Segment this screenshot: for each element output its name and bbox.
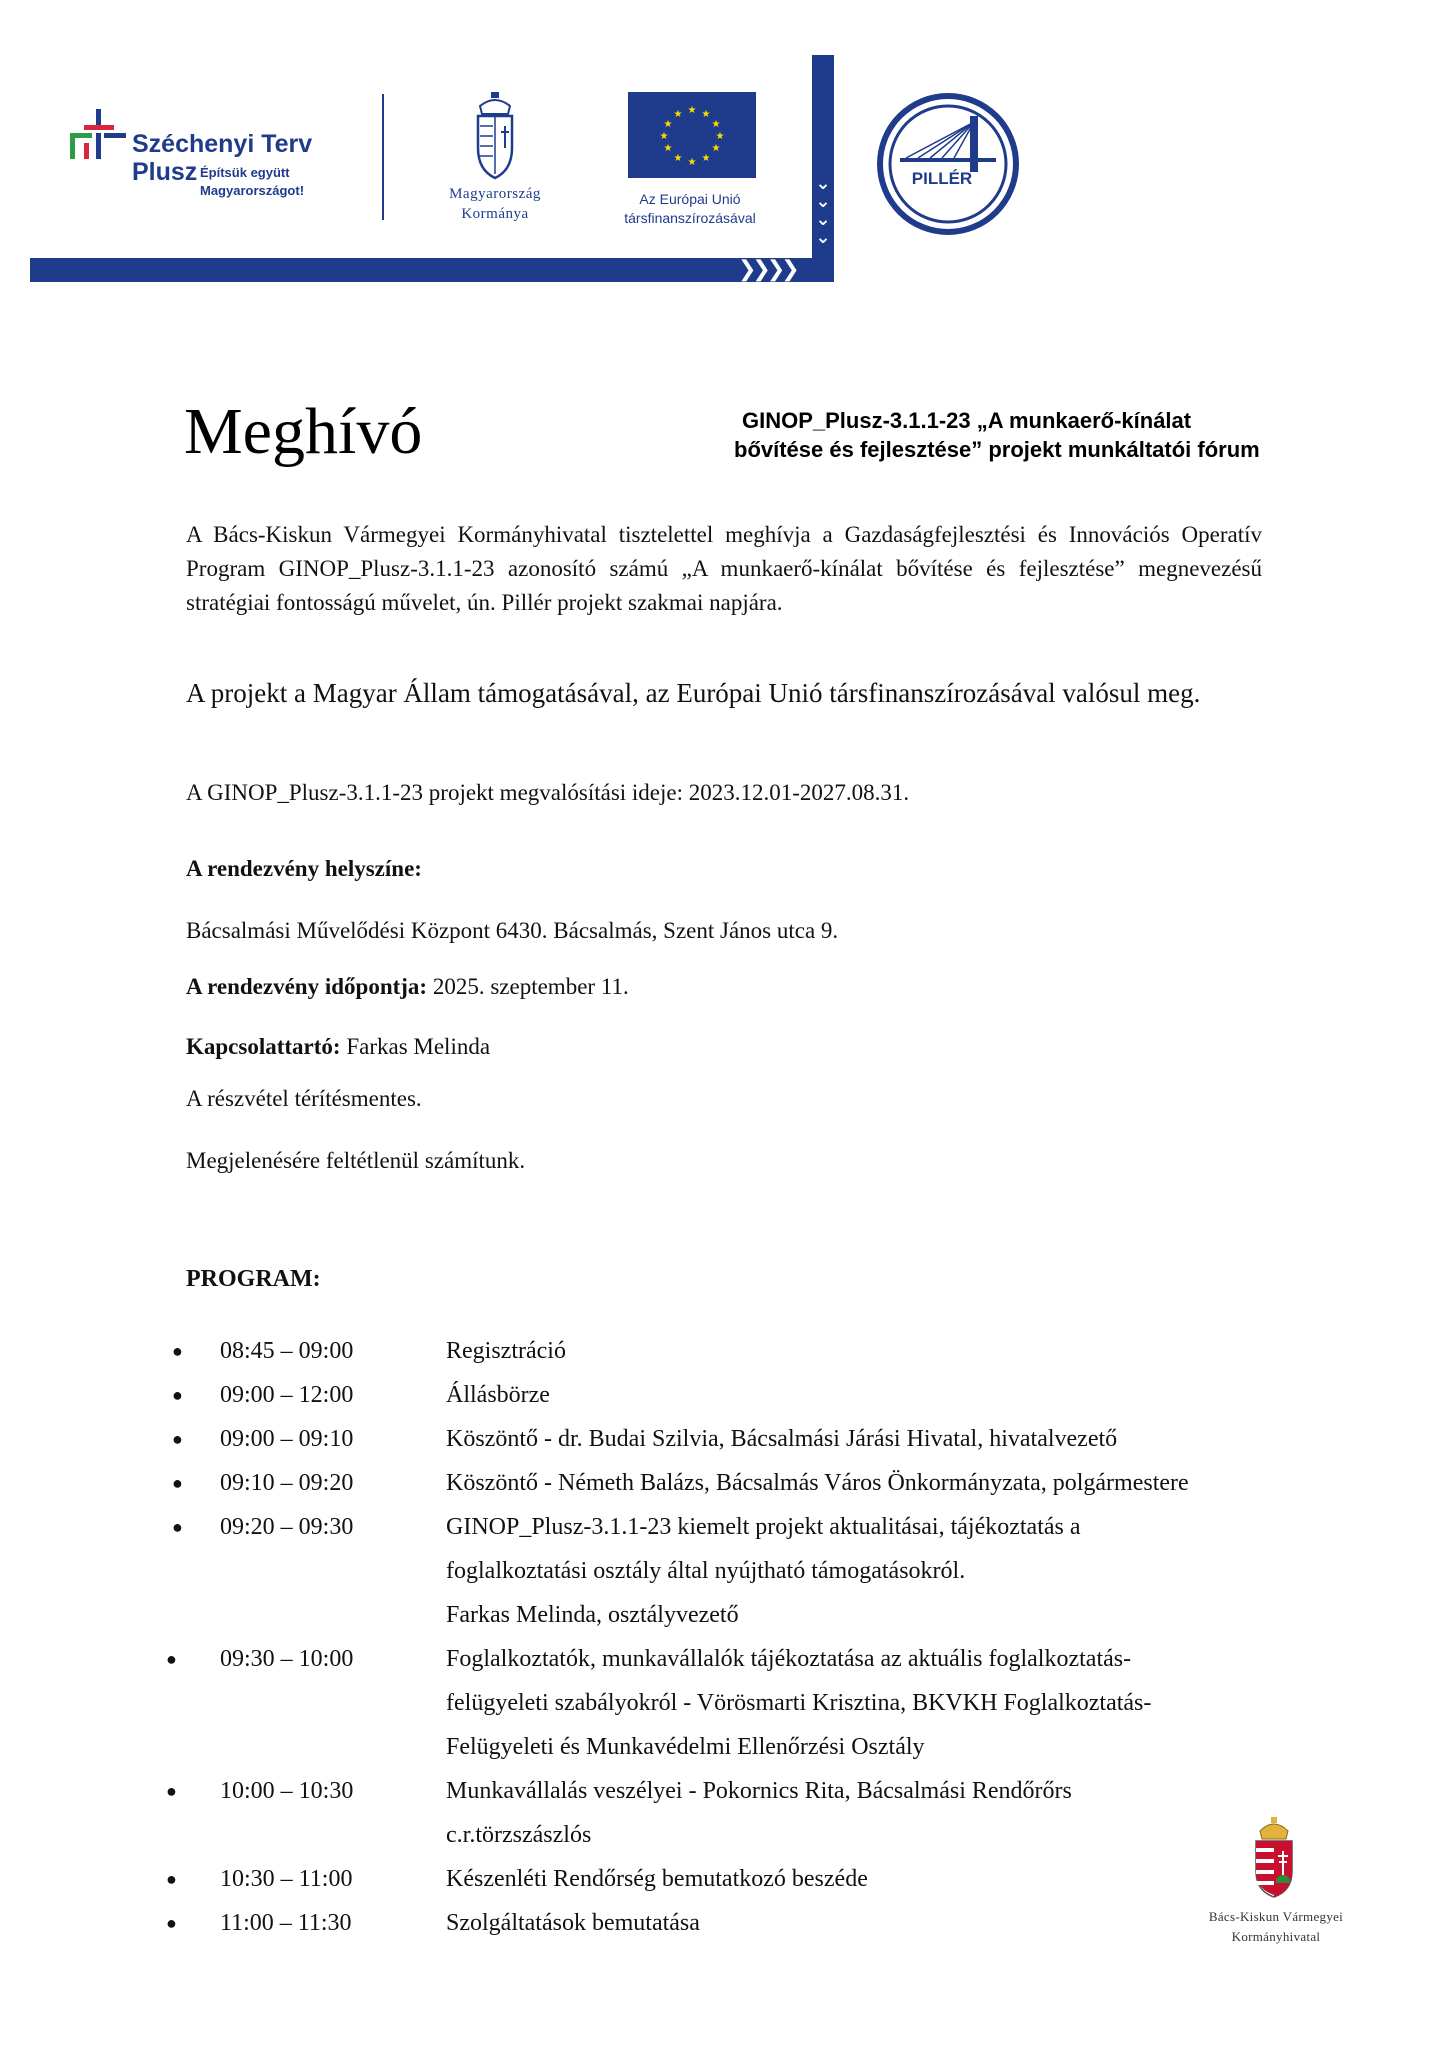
svg-text:★: ★ xyxy=(673,153,683,164)
szechenyi-slogan: Építsük együtt Magyarországot! xyxy=(200,165,305,198)
closing-note: Megjelenésére feltétlenül számítunk. xyxy=(186,1148,526,1173)
venue-value: Bácsalmási Művelődési Központ 6430. Bácsalmás, Szent János utca 9. xyxy=(186,918,839,943)
contact-label: Kapcsolattartó: xyxy=(186,1034,341,1059)
date-label: A rendezvény időpontja: xyxy=(186,974,428,999)
svg-text:★: ★ xyxy=(701,109,711,120)
logo-banner xyxy=(0,0,1448,300)
bullet-icon: ● xyxy=(166,1913,177,1933)
county-office-name xyxy=(1186,1907,1366,1947)
project-period: A GINOP_Plusz-3.1.1-23 projekt megvalósítási ideje: 2023.12.01-2027.08.31. xyxy=(186,780,910,805)
program-line: Szolgáltatások bemutatása xyxy=(446,1910,700,1936)
program-description xyxy=(446,1461,1296,1505)
piller-logo xyxy=(876,92,1020,236)
svg-text:★: ★ xyxy=(663,119,673,130)
svg-text:★: ★ xyxy=(711,143,721,154)
program-description xyxy=(446,1857,1296,1901)
svg-text:★: ★ xyxy=(687,105,697,116)
program-description xyxy=(446,1505,1296,1637)
svg-text:★: ★ xyxy=(711,119,721,130)
svg-text:★: ★ xyxy=(659,131,669,142)
szechenyi-title-plusz: Plusz xyxy=(132,158,198,186)
logo-divider xyxy=(382,94,384,220)
program-line: Készenléti Rendőrség bemutatkozó beszéde xyxy=(446,1866,868,1892)
government-logo xyxy=(420,92,570,232)
hungarian-crest-icon xyxy=(1250,1815,1298,1899)
program-line: Munkavállalás veszélyei - Pokornics Rita, Bácsalmási Rendőrőrs xyxy=(446,1778,1072,1804)
program-line: GINOP_Plusz-3.1.1-23 kiemelt projekt aktualitásai, tájékoztatás a xyxy=(446,1514,1081,1540)
page-subtitle xyxy=(734,406,1334,464)
venue-label: A rendezvény helyszíne: xyxy=(186,856,422,881)
program-time: 09:20 – 09:30 xyxy=(220,1514,354,1540)
program-time: 09:00 – 09:10 xyxy=(220,1426,354,1452)
bullet-icon: ● xyxy=(172,1429,183,1449)
county-office-line-1: Bács-Kiskun Vármegyei xyxy=(1208,1909,1344,1924)
svg-text:★: ★ xyxy=(701,153,711,164)
bullet-icon: ● xyxy=(166,1649,177,1669)
county-office-logo xyxy=(1186,1815,1366,1945)
eu-text xyxy=(600,190,780,228)
date-value: 2025. szeptember 11. xyxy=(427,974,629,999)
bullet-icon: ● xyxy=(166,1781,177,1801)
contact xyxy=(186,1030,490,1064)
svg-text:★: ★ xyxy=(687,157,697,168)
program-line: foglalkoztatási osztály által nyújtható támogatásokról. xyxy=(446,1558,966,1584)
program-description xyxy=(446,1769,1296,1857)
banner-arrows-icon: ❯❯❯❯ xyxy=(738,257,796,282)
program-line: Állásbörze xyxy=(446,1382,550,1408)
bullet-icon: ● xyxy=(166,1869,177,1889)
county-office-line-2: Kormányhivatal xyxy=(1231,1929,1321,1944)
bullet-icon: ● xyxy=(172,1341,183,1361)
program-time: 10:30 – 11:00 xyxy=(220,1866,353,1892)
svg-text:★: ★ xyxy=(673,109,683,120)
piller-text: PILLÉR xyxy=(911,169,973,188)
event-date xyxy=(186,970,629,1004)
svg-text:★: ★ xyxy=(663,143,673,154)
eu-cofinancing-logo xyxy=(600,92,780,232)
program-line: felügyeleti szabályokról - Vörösmarti Krisztina, BKVKH Foglalkoztatás- xyxy=(446,1690,1152,1716)
page-title: Meghívó xyxy=(184,395,423,468)
program-time: 09:10 – 09:20 xyxy=(220,1470,354,1496)
eu-line-2: társfinanszírozásával xyxy=(624,210,756,226)
government-line-1: Magyarország xyxy=(449,186,541,202)
program-line: Felügyeleti és Munkavédelmi Ellenőrzési Osztály xyxy=(446,1734,925,1760)
program-line: Foglalkoztatók, munkavállalók tájékoztatása az aktuális foglalkoztatás- xyxy=(446,1646,1132,1672)
bullet-icon: ● xyxy=(172,1517,183,1537)
szechenyi-title: Széchenyi Terv xyxy=(132,130,313,158)
banner-bar xyxy=(30,258,834,282)
eu-flag-icon xyxy=(628,92,756,178)
program-line: Köszöntő - Németh Balázs, Bácsalmás Város Önkormányzata, polgármestere xyxy=(446,1470,1189,1496)
szechenyi-terv-logo xyxy=(70,100,350,210)
program-line: Regisztráció xyxy=(446,1338,566,1364)
subtitle-line-1: GINOP_Plusz-3.1.1-23 „A munkaerő-kínálat xyxy=(742,408,1192,433)
government-name xyxy=(420,184,570,224)
program-time: 09:30 – 10:00 xyxy=(220,1646,354,1672)
program-line: c.r.törzszászlós xyxy=(446,1822,592,1848)
contact-value: Farkas Melinda xyxy=(340,1034,491,1059)
subtitle-line-2: bővítése és fejlesztése” projekt munkáltatói fórum xyxy=(734,437,1260,462)
program-time: 08:45 – 09:00 xyxy=(220,1338,354,1364)
eu-line-1: Az Európai Unió xyxy=(639,191,741,207)
program-time: 09:00 – 12:00 xyxy=(220,1382,354,1408)
program-description xyxy=(446,1901,1296,1945)
program-line: Köszöntő - dr. Budai Szilvia, Bácsalmási Járási Hivatal, hivatalvezető xyxy=(446,1426,1118,1452)
funding-paragraph: A projekt a Magyar Állam támogatásával, az Európai Unió társfinanszírozásával valósul meg. xyxy=(186,678,1201,708)
bullet-icon: ● xyxy=(172,1473,183,1493)
program-description xyxy=(446,1329,1296,1373)
program-time: 10:00 – 10:30 xyxy=(220,1778,354,1804)
bullet-icon: ● xyxy=(172,1385,183,1405)
program-description xyxy=(446,1637,1296,1769)
svg-text:★: ★ xyxy=(715,131,725,142)
program-title: PROGRAM: xyxy=(186,1266,321,1292)
program-description xyxy=(446,1373,1296,1417)
government-line-2: Kormánya xyxy=(461,206,529,222)
program-description xyxy=(446,1417,1296,1461)
program-time: 11:00 – 11:30 xyxy=(220,1910,352,1936)
coat-of-arms-icon xyxy=(472,92,518,182)
program-line: Farkas Melinda, osztályvezető xyxy=(446,1602,739,1628)
banner-down-arrows-icon: ⌄ ⌄ ⌄ ⌄ xyxy=(815,173,831,248)
invitation-paragraph: A Bács-Kiskun Vármegyei Kormányhivatal tisztelettel meghívja a Gazdaságfejlesztési és Innovációs Operatív Program GINOP_Plusz-3.1.1-23 azonosító számú „A munkaerő-kínálat bővítése és fejlesztése” megnevezésű stratégiai fontosságú művelet, ún. Pillér projekt szakmai napjára. xyxy=(186,522,1262,615)
participation-note: A részvétel térítésmentes. xyxy=(186,1086,422,1111)
szechenyi-cross-icon xyxy=(70,105,130,165)
